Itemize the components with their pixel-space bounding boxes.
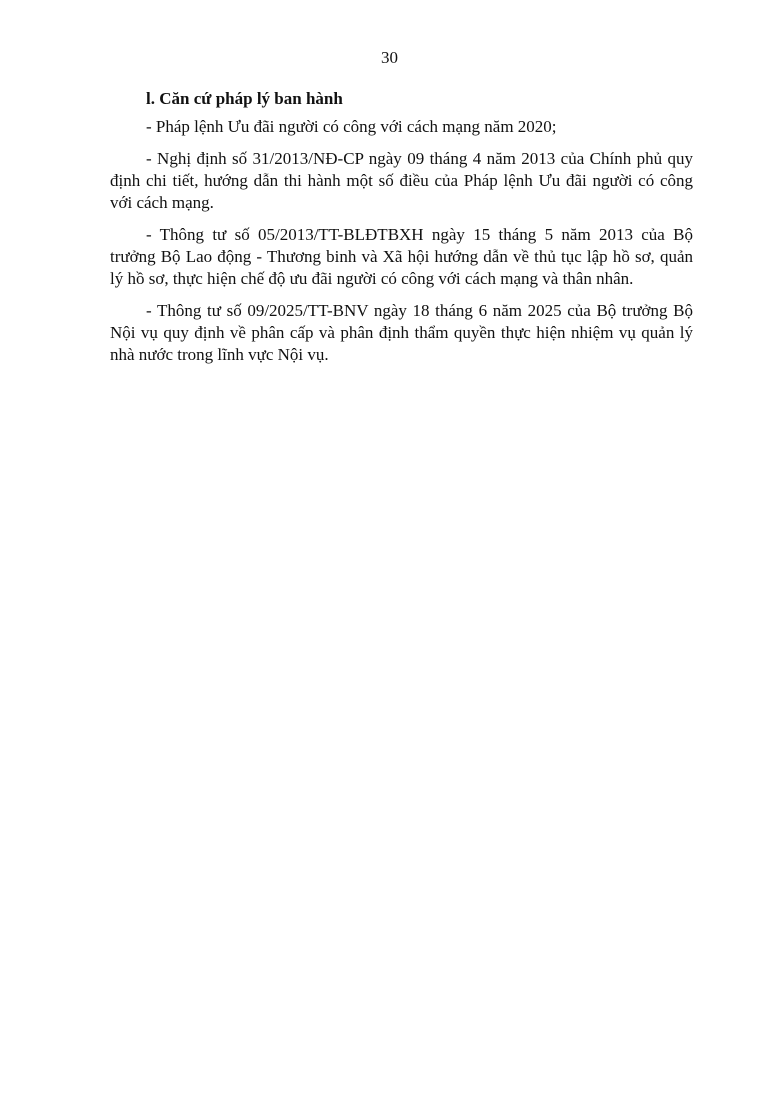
legal-basis-item: - Pháp lệnh Ưu đãi người có công với cách mạng năm 2020;: [146, 117, 557, 136]
document-body: [110, 88, 693, 376]
legal-basis-item: - Thông tư số 09/2025/TT-BNV ngày 18 tháng 6 năm 2025 của Bộ trưởng Bộ Nội vụ quy định về phân cấp và phân định thẩm quyền thực hiện nhiệm vụ quản lý nhà nước trong lĩnh vực Nội vụ.: [110, 301, 693, 364]
legal-basis-item: - Nghị định số 31/2013/NĐ-CP ngày 09 tháng 4 năm 2013 của Chính phủ quy định chi tiết, hướng dẫn thi hành một số điều của Pháp lệnh Ưu đãi người có công với cách mạng.: [110, 149, 693, 212]
section-heading: l. Căn cứ pháp lý ban hành: [146, 89, 343, 108]
page-number: 30: [381, 48, 398, 67]
legal-basis-item: - Thông tư số 05/2013/TT-BLĐTBXH ngày 15 tháng 5 năm 2013 của Bộ trưởng Bộ Lao động - Thương binh và Xã hội hướng dẫn về thủ tục lập hồ sơ, quản lý hồ sơ, thực hiện chế độ ưu đãi người có công với cách mạng và thân nhân.: [110, 225, 693, 288]
